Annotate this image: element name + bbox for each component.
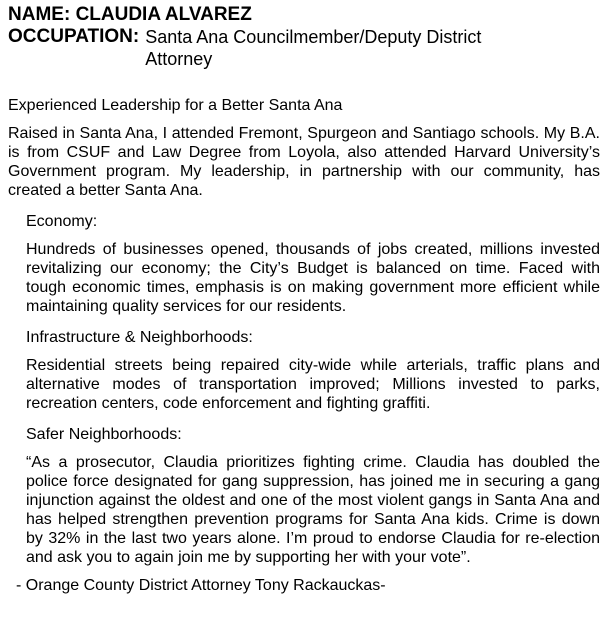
occupation-value: Santa Ana Councilmember/Deputy District Attorney [145, 27, 482, 69]
section-body-infrastructure: Residential streets being repaired city-wide while arterials, traffic plans and alternative modes of transportation improved; Millions invested to parks, recreation centers, code enforcement and fighting graffiti. [26, 357, 600, 412]
candidate-statement [8, 0, 600, 595]
candidate-name: CLAUDIA ALVAREZ [75, 4, 252, 25]
name-label: NAME: [8, 4, 71, 25]
endorsement-quote: “As a prosecutor, Claudia prioritizes fighting crime. Claudia has doubled the police force designated for gang suppression, has joined me in securing a gang injunction against the oldest and one of the most violent gangs in Santa Ana and has helped strengthen prevention programs for Santa Ana kids. Crime is down by 32% in the last two years alone. I’m proud to endorse Claudia for re-election and ask you to again join me by supporting her with your vote”. [26, 454, 600, 566]
name-line [8, 4, 600, 26]
section-title-economy: Economy: [26, 213, 98, 230]
section-infrastructure [8, 328, 600, 413]
section-title-safer-neighborhoods: Safer Neighborhoods: [26, 426, 182, 443]
tagline: Experienced Leadership for a Better Santa Ana [8, 97, 343, 114]
intro-paragraph: Raised in Santa Ana, I attended Fremont, Spurgeon and Santiago schools. My B.A. is from CSUF and Law Degree from Loyola, also attended Harvard University’s Government program. My leadership, in partnership with our community, has created a better Santa Ana. [8, 125, 600, 199]
occupation-label: OCCUPATION: [8, 26, 140, 47]
occupation-line [8, 26, 600, 70]
quote-attribution: - Orange County District Attorney Tony Rackauckas- [16, 577, 386, 594]
section-economy [8, 212, 600, 316]
section-title-infrastructure: Infrastructure & Neighborhoods: [26, 329, 253, 346]
section-body-economy: Hundreds of businesses opened, thousands of jobs created, millions invested revitalizing our economy; the City’s Budget is balanced on time. Faced with tough economic times, emphasis is on making government more efficient while maintaining quality services for our residents. [26, 241, 600, 315]
section-safer-neighborhoods [8, 425, 600, 567]
